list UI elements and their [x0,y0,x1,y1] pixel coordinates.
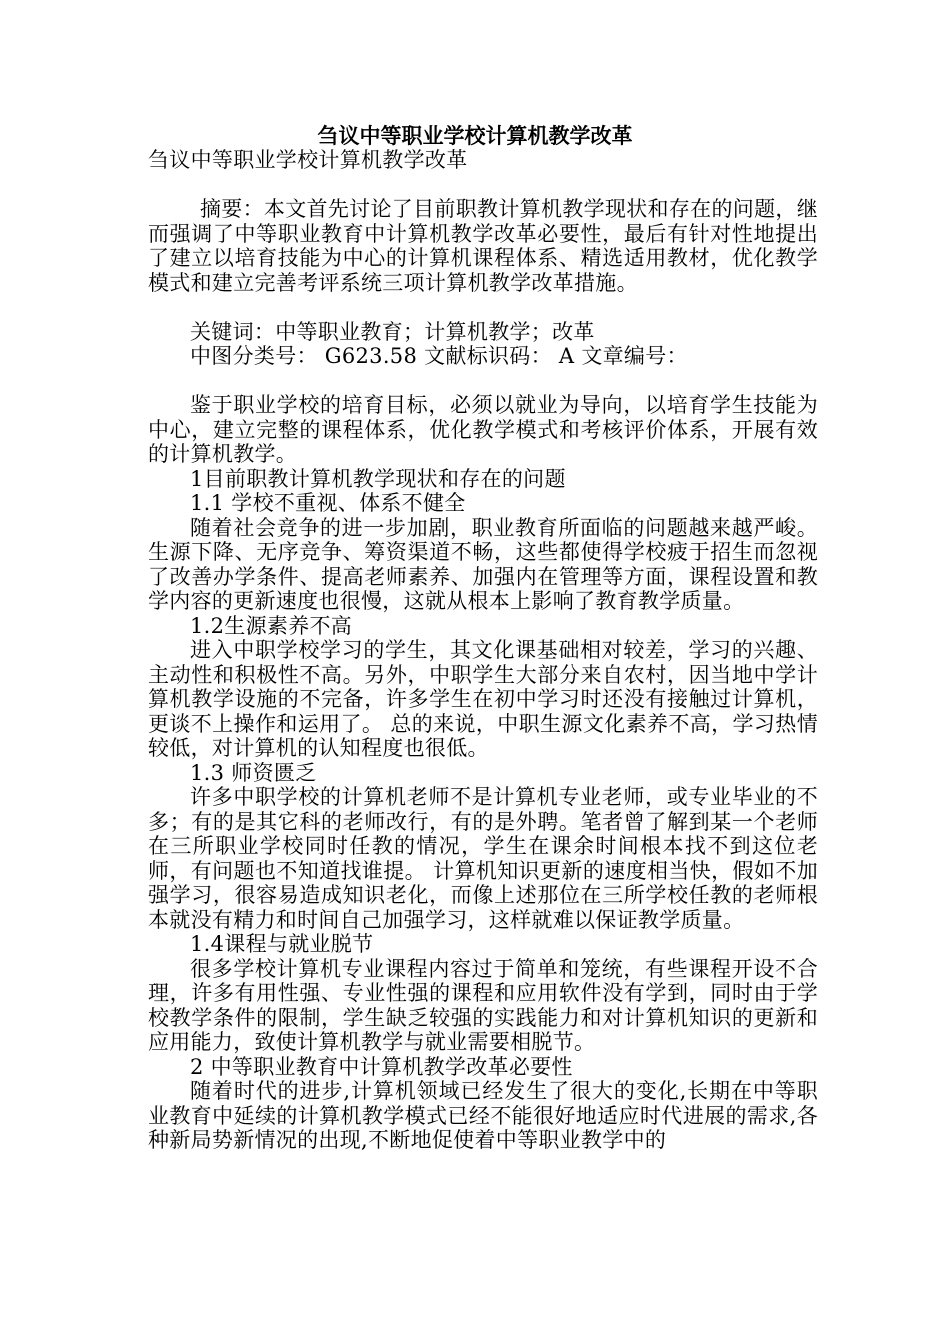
intro-paragraph: 鉴于职业学校的培育目标，必须以就业为导向，以培育学生技能为中心，建立完整的课程体系，优化教学模式和考核评价体系，开展有效的计算机教学。 [148,393,818,466]
body-paragraph: 随着时代的进步,计算机领域已经发生了很大的变化,长期在中等职业教育中延续的计算机教学模式已经不能很好地适应时代进展的需求,各种新局势新情况的出现,不断地促使着中等职业教学中的 [148,1079,818,1152]
classification-line: 中图分类号： G623.58 文献标识码： A 文章编号： [190,344,688,368]
subsection-heading: 1.2生源素养不高 [190,613,353,638]
subsection-heading: 1.3 师资匮乏 [190,760,317,785]
abstract-paragraph: 摘要：本文首先讨论了目前职教计算机教学现状和存在的问题，继而强调了中等职业教育中计算机教学改革必要性，最后有针对性地提出了建立以培育技能为中心的计算机课程体系、精选适用教材，优化教学模式和建立完善考评系统三项计算机教学改革措施。 [148,197,818,295]
keywords-line: 关键词：中等职业教育；计算机教学；改革 [190,319,595,344]
blank-line [148,295,818,320]
section-heading: 2 中等职业教育中计算机教学改革必要性 [190,1054,573,1079]
document-body [148,148,818,1153]
blank-line [148,173,818,198]
blank-line [148,369,818,394]
body-paragraph: 许多中职学校的计算机老师不是计算机专业老师，或专业毕业的不多；有的是其它科的老师改行，有的是外聘。笔者曾了解到某一个老师在三所职业学校同时任教的情况，学生在课余时间根本找不到这位老师，有问题也不知道找谁提。 计算机知识更新的速度相当快，假如不加强学习，很容易造成知识老化，而像上述那位在三所学校任教的老师根本就没有精力和时间自己加强学习，这样就难以保证教学质量。 [148,785,818,932]
body-paragraph: 随着社会竞争的进一步加剧，职业教育所面临的问题越来越严峻。 生源下降、无序竞争、筹资渠道不畅，这些都使得学校疲于招生而忽视了改善办学条件、提高老师素养、加强内在管理等方面，课程设置和教学内容的更新速度也很慢，这就从根本上影响了教育教学质量。 [148,515,818,613]
document-title: 刍议中等职业学校计算机教学改革 [317,123,633,148]
section-heading: 1目前职教计算机教学现状和存在的问题 [190,466,566,491]
document-subtitle: 刍议中等职业学校计算机教学改革 [148,148,468,172]
subsection-heading: 1.4课程与就业脱节 [190,932,374,956]
subsection-heading: 1.1 学校不重视、体系不健全 [190,491,466,515]
body-paragraph: 进入中职学校学习的学生，其文化课基础相对较差，学习的兴趣、主动性和积极性不高。另外，中职学生大部分来自农村，因当地中学计算机教学设施的不完备，许多学生在初中学习时还没有接触过计算机，更谈不上操作和运用了。 总的来说，中职生源文化素养不高，学习热情较低，对计算机的认知程度也很低。 [148,638,818,760]
body-paragraph: 很多学校计算机专业课程内容过于简单和笼统，有些课程开设不合理，许多有用性强、专业性强的课程和应用软件没有学到，同时由于学校教学条件的限制，学生缺乏较强的实践能力和对计算机知识的更新和应用能力，致使计算机教学与就业需要相脱节。 [148,956,818,1054]
